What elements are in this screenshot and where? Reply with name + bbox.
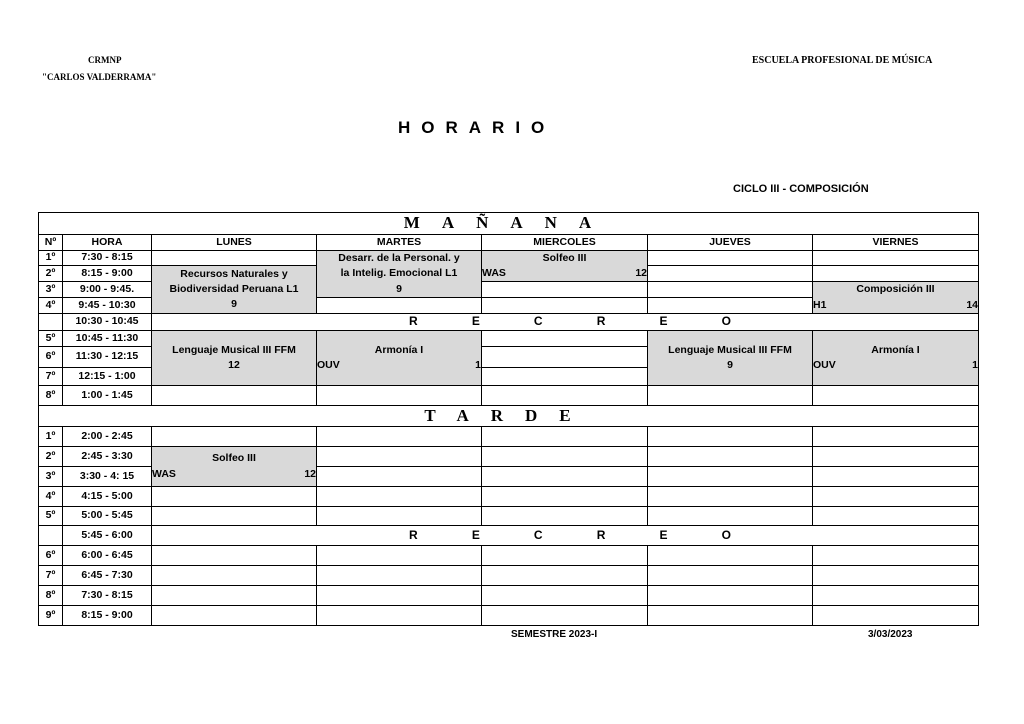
- recess-letter: C: [533, 527, 543, 542]
- row-number: 7º: [39, 368, 63, 386]
- course-teacher: H1: [813, 298, 827, 311]
- row-number: 2º: [39, 447, 63, 467]
- recess-letter: E: [471, 527, 480, 542]
- course-room: 12: [635, 267, 647, 279]
- course-cell: [482, 251, 648, 282]
- course-name: Armonía I: [374, 343, 424, 356]
- empty-cell: [152, 546, 317, 566]
- row-time: 7:30 - 8:15: [63, 251, 152, 266]
- morning-section-title: MAÑANA: [39, 213, 978, 235]
- empty-cell: [648, 447, 813, 467]
- date-label: 3/03/2023: [868, 629, 913, 640]
- course-name: la Intelig. Emocional L1: [340, 267, 458, 280]
- row-number: 3º: [39, 467, 63, 487]
- empty-cell: [648, 606, 813, 625]
- row-time: 2:45 - 3:30: [63, 447, 152, 467]
- institution-name: "CARLOS VALDERRAMA": [42, 72, 157, 82]
- empty-cell: [482, 331, 648, 347]
- column-header: VIERNES: [813, 235, 978, 251]
- course-cell: [813, 282, 978, 314]
- recess-letter: R: [409, 527, 418, 542]
- empty-cell: [648, 546, 813, 566]
- empty-cell: [317, 467, 482, 487]
- row-number: 9º: [39, 606, 63, 625]
- empty-cell: [317, 586, 482, 606]
- empty-cell: [317, 566, 482, 586]
- row-number: 2º: [39, 266, 63, 282]
- column-header: MARTES: [317, 235, 482, 251]
- course-room: 9: [231, 298, 237, 311]
- row-time: 1:00 - 1:45: [63, 386, 152, 406]
- empty-cell: [813, 427, 978, 447]
- course-name: Armonía I: [871, 343, 920, 356]
- course-cell: [648, 331, 813, 386]
- empty-cell: [648, 282, 813, 298]
- empty-cell: [813, 566, 978, 586]
- row-time: 11:30 - 12:15: [63, 347, 152, 368]
- course-room: 14: [966, 298, 978, 311]
- row-time: 8:15 - 9:00: [63, 266, 152, 282]
- recess-letter: R: [596, 314, 606, 329]
- row-time: 6:00 - 6:45: [63, 546, 152, 566]
- course-room: 12: [304, 467, 316, 480]
- column-header: LUNES: [152, 235, 317, 251]
- course-name: Lenguaje Musical III FFM: [172, 343, 296, 356]
- course-name: Solfeo III: [542, 251, 587, 264]
- empty-cell: [482, 487, 648, 507]
- row-number: 3º: [39, 282, 63, 298]
- row-number: 4º: [39, 298, 63, 314]
- recess-letter: E: [659, 527, 668, 542]
- row-number: [39, 314, 63, 331]
- row-number: 5º: [39, 507, 63, 526]
- course-cell: [813, 331, 978, 386]
- empty-cell: [152, 507, 317, 526]
- empty-cell: [648, 566, 813, 586]
- row-number: 8º: [39, 586, 63, 606]
- course-name: Solfeo III: [212, 452, 256, 465]
- empty-cell: [482, 606, 648, 625]
- semester-label: SEMESTRE 2023-I: [511, 629, 598, 640]
- row-time: 5:45 - 6:00: [63, 526, 152, 546]
- empty-cell: [482, 546, 648, 566]
- course-name: Recursos Naturales y: [180, 267, 288, 280]
- row-number: 4º: [39, 487, 63, 507]
- column-header: Nº: [39, 235, 63, 251]
- course-teacher: OUV: [813, 359, 836, 371]
- course-room: 9: [396, 282, 402, 295]
- course-room: 9: [727, 359, 733, 371]
- empty-cell: [648, 467, 813, 487]
- row-time: 2:00 - 2:45: [63, 427, 152, 447]
- page-title: HORARIO: [398, 118, 556, 137]
- course-name: Lenguaje Musical III FFM: [668, 343, 792, 356]
- empty-cell: [813, 487, 978, 507]
- column-header: HORA: [63, 235, 152, 251]
- course-teacher: WAS: [482, 267, 506, 279]
- empty-cell: [482, 566, 648, 586]
- empty-cell: [482, 298, 648, 314]
- column-header: MIERCOLES: [482, 235, 648, 251]
- empty-cell: [317, 386, 482, 406]
- morning-recess: [152, 314, 978, 331]
- school-name: ESCUELA PROFESIONAL DE MÚSICA: [752, 55, 933, 66]
- afternoon-recess: [152, 526, 978, 546]
- course-name: Biodiversidad Peruana L1: [169, 282, 299, 295]
- course-room: 1: [972, 359, 978, 371]
- course-name: Desarr. de la Personal. y: [338, 252, 460, 265]
- row-number: 8º: [39, 386, 63, 406]
- empty-cell: [317, 298, 482, 314]
- schedule-table: [38, 212, 979, 626]
- empty-cell: [482, 347, 648, 368]
- row-time: 10:30 - 10:45: [63, 314, 152, 331]
- course-cell: [317, 331, 482, 386]
- row-time: 10:45 - 11:30: [63, 331, 152, 347]
- cycle-label: CICLO III - COMPOSICIÓN: [733, 183, 869, 195]
- course-teacher: WAS: [152, 467, 176, 480]
- empty-cell: [648, 487, 813, 507]
- empty-cell: [482, 447, 648, 467]
- row-time: 3:30 - 4: 15: [63, 467, 152, 487]
- empty-cell: [317, 546, 482, 566]
- course-teacher: OUV: [317, 359, 340, 371]
- row-number: 5º: [39, 331, 63, 347]
- empty-cell: [482, 368, 648, 386]
- recess-letter: O: [721, 527, 731, 542]
- empty-cell: [317, 487, 482, 507]
- row-time: 9:45 - 10:30: [63, 298, 152, 314]
- course-cell: [152, 331, 317, 386]
- empty-cell: [482, 467, 648, 487]
- empty-cell: [648, 586, 813, 606]
- institution-acronym: CRMNP: [88, 55, 122, 65]
- empty-cell: [813, 546, 978, 566]
- recess-letter: R: [409, 314, 418, 329]
- empty-cell: [813, 507, 978, 526]
- recess-letter: C: [533, 314, 543, 329]
- empty-cell: [482, 427, 648, 447]
- empty-cell: [813, 586, 978, 606]
- course-cell: [152, 447, 317, 487]
- empty-cell: [482, 586, 648, 606]
- recess-letter: O: [721, 314, 731, 329]
- empty-cell: [152, 566, 317, 586]
- row-time: 8:15 - 9:00: [63, 606, 152, 625]
- row-number: 1º: [39, 427, 63, 447]
- course-room: 1: [475, 359, 481, 371]
- empty-cell: [648, 251, 813, 266]
- empty-cell: [813, 467, 978, 487]
- row-time: 7:30 - 8:15: [63, 586, 152, 606]
- empty-cell: [152, 386, 317, 406]
- empty-cell: [813, 447, 978, 467]
- empty-cell: [813, 251, 978, 266]
- empty-cell: [152, 427, 317, 447]
- empty-cell: [317, 606, 482, 625]
- row-number: 6º: [39, 546, 63, 566]
- recess-letter: R: [596, 527, 606, 542]
- course-name: Composición III: [856, 283, 935, 296]
- row-time: 12:15 - 1:00: [63, 368, 152, 386]
- course-cell: [152, 266, 317, 314]
- empty-cell: [317, 427, 482, 447]
- row-time: 5:00 - 5:45: [63, 507, 152, 526]
- row-number: [39, 526, 63, 546]
- empty-cell: [152, 251, 317, 266]
- column-header: JUEVES: [648, 235, 813, 251]
- empty-cell: [648, 266, 813, 282]
- empty-cell: [152, 606, 317, 625]
- afternoon-section-title: TARDE: [39, 406, 978, 427]
- empty-cell: [317, 447, 482, 467]
- empty-cell: [648, 427, 813, 447]
- empty-cell: [648, 298, 813, 314]
- recess-letter: E: [471, 314, 480, 329]
- empty-cell: [482, 386, 648, 406]
- empty-cell: [317, 507, 482, 526]
- empty-cell: [813, 606, 978, 625]
- row-time: 9:00 - 9:45.: [63, 282, 152, 298]
- row-time: 4:15 - 5:00: [63, 487, 152, 507]
- row-number: 1º: [39, 251, 63, 266]
- course-cell: [317, 251, 482, 298]
- empty-cell: [152, 586, 317, 606]
- empty-cell: [152, 487, 317, 507]
- empty-cell: [813, 266, 978, 282]
- empty-cell: [482, 507, 648, 526]
- empty-cell: [813, 386, 978, 406]
- recess-letter: E: [659, 314, 668, 329]
- row-time: 6:45 - 7:30: [63, 566, 152, 586]
- row-number: 7º: [39, 566, 63, 586]
- empty-cell: [482, 282, 648, 298]
- empty-cell: [648, 386, 813, 406]
- empty-cell: [648, 507, 813, 526]
- row-number: 6º: [39, 347, 63, 368]
- course-room: 12: [228, 359, 240, 371]
